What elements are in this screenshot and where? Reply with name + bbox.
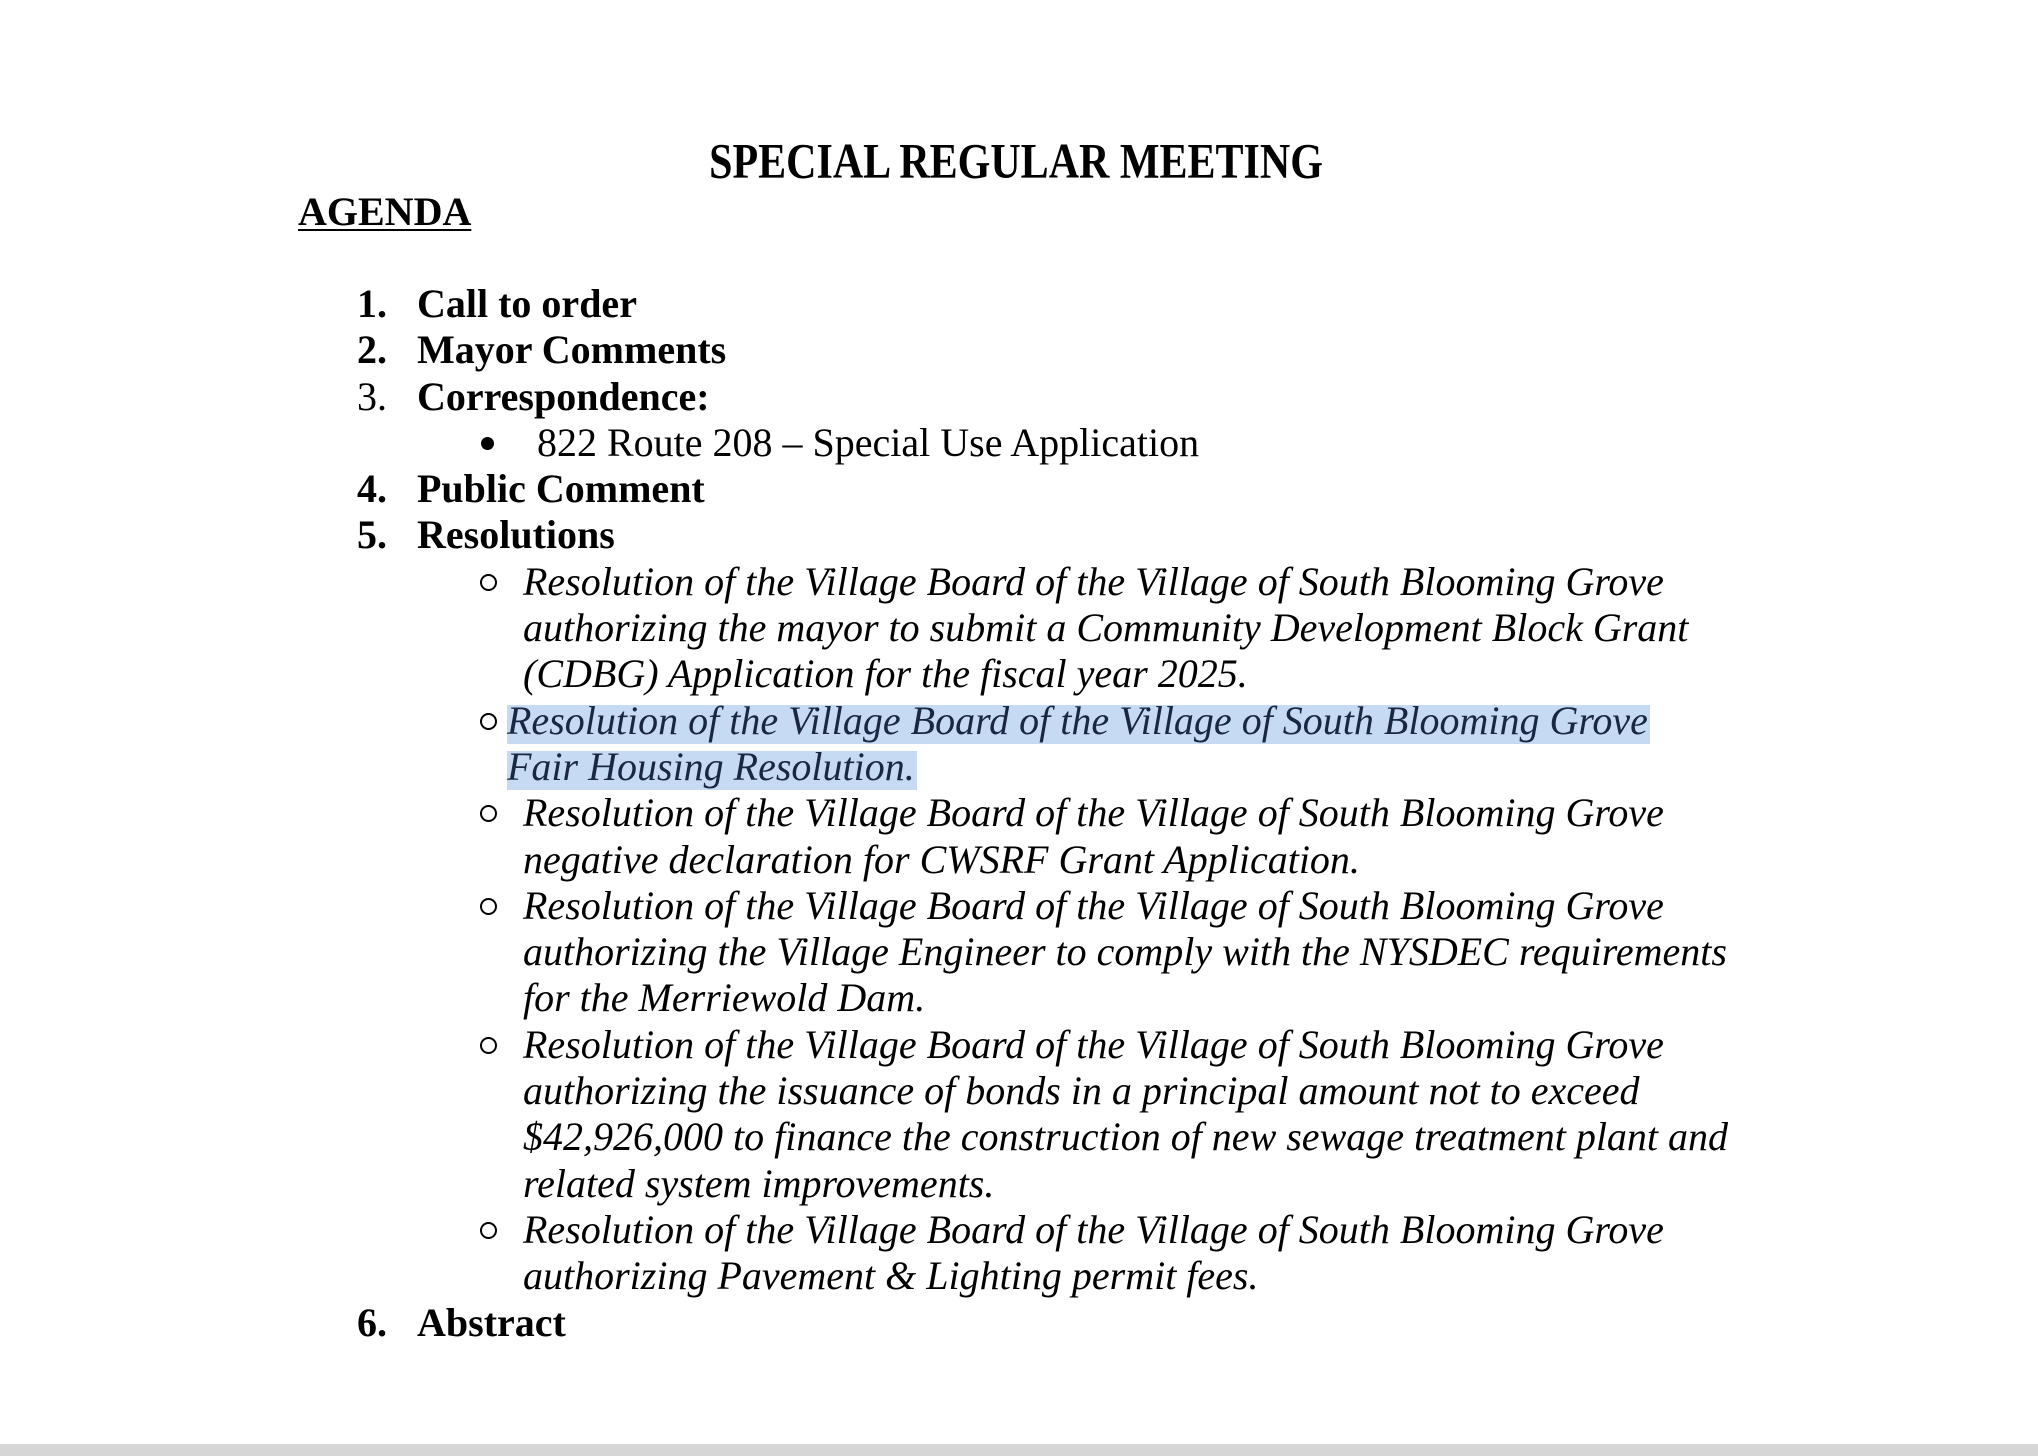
resolution-text-line: Resolution of the Village Board of the Village of South Blooming Grove (523, 790, 1664, 836)
resolution-4-line-2 (0, 929, 2038, 975)
bullet-text: 822 Route 208 – Special Use Application (537, 419, 1200, 465)
hollow-bullet-icon (480, 1222, 497, 1239)
item-number: 2. (357, 327, 387, 373)
item-label: Correspondence: (417, 373, 710, 419)
hollow-bullet-icon (480, 805, 497, 822)
hollow-bullet-icon (480, 898, 497, 915)
correspondence-bullet (0, 420, 2038, 466)
resolution-text-line: authorizing Pavement & Lighting permit fees. (523, 1253, 1259, 1299)
resolution-text-line: for the Merriewold Dam. (523, 975, 926, 1021)
item-number: 4. (357, 466, 387, 512)
hollow-bullet-icon (480, 713, 497, 730)
resolution-6-line-2 (0, 1253, 2038, 1299)
agenda-list (0, 281, 2038, 1346)
resolution-3-line-2 (0, 837, 2038, 883)
item-number: 6. (357, 1299, 387, 1345)
meeting-title-text: SPECIAL REGULAR MEETING (709, 134, 1323, 190)
resolution-4-line-1 (0, 883, 2038, 929)
resolution-5-line-2 (0, 1068, 2038, 1114)
resolution-5-line-3 (0, 1114, 2038, 1160)
resolution-text-line: authorizing the issuance of bonds in a principal amount not to exceed (523, 1068, 1640, 1114)
item-label: Mayor Comments (417, 327, 727, 373)
selected-text-line[interactable]: Fair Housing Resolution. (507, 743, 915, 789)
item-number: 5. (357, 512, 387, 558)
resolution-text-line: Resolution of the Village Board of the Village of South Blooming Grove (523, 1021, 1664, 1067)
meeting-title (0, 134, 2032, 190)
resolution-1-line-1 (0, 559, 2038, 605)
agenda-item-resolutions (0, 512, 2038, 558)
bullet-icon (481, 437, 494, 450)
resolution-text-line: (CDBG) Application for the fiscal year 2025. (523, 651, 1248, 697)
agenda-item-abstract (0, 1300, 2038, 1346)
resolution-1-line-3 (0, 651, 2038, 697)
resolution-text-line: Resolution of the Village Board of the Village of South Blooming Grove (523, 882, 1664, 928)
item-label: Call to order (417, 281, 637, 326)
resolution-text-line: negative declaration for CWSRF Grant Application. (523, 836, 1360, 882)
resolution-2-line-1 (0, 698, 2038, 744)
resolution-text-line: Resolution of the Village Board of the Village of South Blooming Grove (523, 558, 1664, 604)
resolution-text-line: authorizing the Village Engineer to comply with the NYSDEC requirements (523, 929, 1727, 975)
agenda-item-mayor-comments (0, 327, 2038, 373)
resolution-1-line-2 (0, 605, 2038, 651)
resolution-text-line: $42,926,000 to finance the construction of new sewage treatment plant and (523, 1114, 1729, 1160)
item-label: Public Comment (417, 466, 705, 512)
resolution-4-line-3 (0, 975, 2038, 1021)
resolution-5-line-1 (0, 1022, 2038, 1068)
agenda-item-public-comment (0, 466, 2038, 512)
hollow-bullet-icon (480, 574, 497, 591)
resolution-5-line-4 (0, 1161, 2038, 1207)
item-number: 3. (357, 373, 387, 419)
page-bottom-edge (0, 1444, 2038, 1456)
item-label: Resolutions (417, 512, 615, 558)
hollow-bullet-icon (480, 1037, 497, 1054)
resolution-3-line-1 (0, 790, 2038, 836)
agenda-item-call-to-order (0, 281, 2038, 327)
item-number: 1. (357, 281, 387, 326)
agenda-heading: AGENDA (298, 189, 472, 234)
item-label: Abstract (417, 1299, 566, 1345)
resolution-6-line-1 (0, 1207, 2038, 1253)
resolution-2-line-2 (0, 744, 2038, 790)
resolution-text-line: Resolution of the Village Board of the Village of South Blooming Grove (523, 1206, 1664, 1252)
agenda-item-correspondence (0, 374, 2038, 420)
resolution-text-line: authorizing the mayor to submit a Community Development Block Grant (523, 605, 1689, 651)
resolution-text-line: related system improvements. (523, 1160, 995, 1206)
selected-text-line[interactable]: Resolution of the Village Board of the Village of South Blooming Grove (507, 697, 1648, 743)
